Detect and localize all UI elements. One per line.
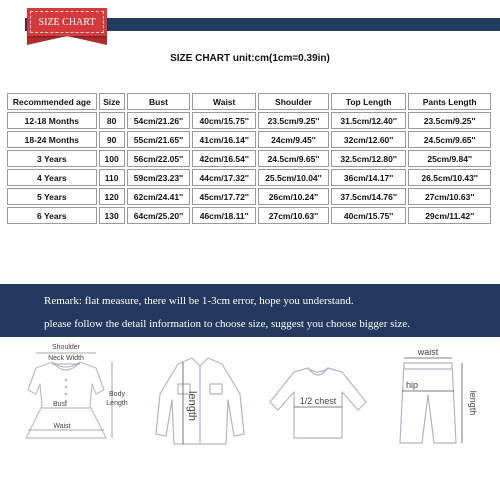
- cell-age: 12-18 Months: [7, 112, 97, 129]
- cell-top-length: 32.5cm/12.80'': [331, 150, 407, 167]
- dress-diagram: [0, 338, 132, 448]
- dress-collar-icon: [52, 362, 80, 370]
- cell-age: 6 Years: [7, 207, 97, 224]
- dress-shoulder-label: Shoulder: [51, 344, 81, 351]
- cell-age: 3 Years: [7, 150, 97, 167]
- header-size: Size: [99, 93, 125, 110]
- button-dot-icon: [65, 393, 68, 396]
- cell-waist: 45cm/17.72'': [192, 188, 256, 205]
- cell-size: 80: [99, 112, 125, 129]
- dress-body-label: Body: [109, 391, 125, 398]
- cell-pants-length: 23.5cm/9.25'': [408, 112, 491, 129]
- table-row: [7, 169, 491, 186]
- cell-waist: 41cm/16.14'': [192, 131, 256, 148]
- cell-top-length: 31.5cm/12.40'': [331, 112, 407, 129]
- cell-shoulder: 27cm/10.63'': [258, 207, 329, 224]
- pants-hip-label: hip: [405, 380, 419, 390]
- cell-top-length: 40cm/15.75'': [331, 207, 407, 224]
- cell-pants-length: 24.5cm/9.65'': [408, 131, 491, 148]
- cell-shoulder: 23.5cm/9.25'': [258, 112, 329, 129]
- cell-top-length: 32cm/12.60'': [331, 131, 407, 148]
- cell-size: 100: [99, 150, 125, 167]
- cell-age: 18-24 Months: [7, 131, 97, 148]
- header-top-length: Top Length: [331, 93, 407, 110]
- cell-bust: 55cm/21.65'': [127, 131, 191, 148]
- table-row: [7, 131, 491, 148]
- cell-waist: 42cm/16.54'': [192, 150, 256, 167]
- cell-age: 5 Years: [7, 188, 97, 205]
- size-table: [5, 91, 493, 226]
- cell-bust: 62cm/24.41'': [127, 188, 191, 205]
- remark-line-1: Remark: flat measure, there will be 1-3cm error, hope you understand.: [44, 295, 354, 307]
- cell-bust: 59cm/23.23'': [127, 169, 191, 186]
- cell-pants-length: 27cm/10.63'': [408, 188, 491, 205]
- cell-size: 130: [99, 207, 125, 224]
- dress-waist-label: Waist: [53, 423, 71, 430]
- cell-bust: 64cm/25.20'': [127, 207, 191, 224]
- cell-pants-length: 25cm/9.84'': [408, 150, 491, 167]
- cell-shoulder: 24cm/9.45'': [258, 131, 329, 148]
- ribbon-tail: [27, 36, 107, 45]
- shirt-pocket-icon: [210, 384, 222, 394]
- cell-waist: 46cm/18.11'': [192, 207, 256, 224]
- header-pants-length: Pants Length: [408, 93, 491, 110]
- cell-size: 120: [99, 188, 125, 205]
- cell-bust: 54cm/21.26'': [127, 112, 191, 129]
- dress-length-label: Length: [106, 400, 128, 407]
- button-dot-icon: [65, 379, 68, 382]
- cell-size: 90: [99, 131, 125, 148]
- sweater-chest-label: 1/2 chest: [299, 396, 337, 406]
- button-dot-icon: [65, 386, 68, 389]
- cell-age: 4 Years: [7, 169, 97, 186]
- dress-bust-label: Bust: [52, 401, 68, 408]
- table-header-row: [7, 93, 491, 110]
- cell-waist: 44cm/17.32'': [192, 169, 256, 186]
- table-row: [7, 188, 491, 205]
- header-age: Recommended age: [7, 93, 97, 110]
- cell-shoulder: 24.5cm/9.65'': [258, 150, 329, 167]
- cell-shoulder: 25.5cm/10.04'': [258, 169, 329, 186]
- header-waist: Waist: [192, 93, 256, 110]
- size-chart-title: SIZE CHART unit:cm(1cm=0.39in): [170, 53, 330, 64]
- cell-bust: 56cm/22.05'': [127, 150, 191, 167]
- table-row: [7, 150, 491, 167]
- cell-size: 110: [99, 169, 125, 186]
- pants-length-label: length: [468, 390, 478, 416]
- pants-waist-label: waist: [417, 347, 439, 357]
- size-chart-badge: SIZE CHART: [27, 8, 107, 36]
- shirt-length-label: length: [186, 391, 198, 421]
- cell-top-length: 36cm/14.17'': [331, 169, 407, 186]
- header-bust: Bust: [127, 93, 191, 110]
- table-row: [7, 207, 491, 224]
- cell-shoulder: 26cm/10.24'': [258, 188, 329, 205]
- cell-top-length: 37.5cm/14.76'': [331, 188, 407, 205]
- table-row: [7, 112, 491, 129]
- sweater-diagram: [262, 362, 374, 444]
- dress-neck-width-label: Neck Width: [48, 355, 84, 362]
- header-shoulder: Shoulder: [258, 93, 329, 110]
- cell-pants-length: 26.5cm/10.43'': [408, 169, 491, 186]
- cell-pants-length: 29cm/11.42'': [408, 207, 491, 224]
- pants-outline-icon: [400, 363, 456, 443]
- pants-diagram: [388, 345, 480, 450]
- shirt-diagram: [140, 350, 260, 450]
- cell-waist: 40cm/15.75'': [192, 112, 256, 129]
- remark-line-2: please follow the detail information to choose size, suggest you choose bigger size.: [44, 318, 410, 330]
